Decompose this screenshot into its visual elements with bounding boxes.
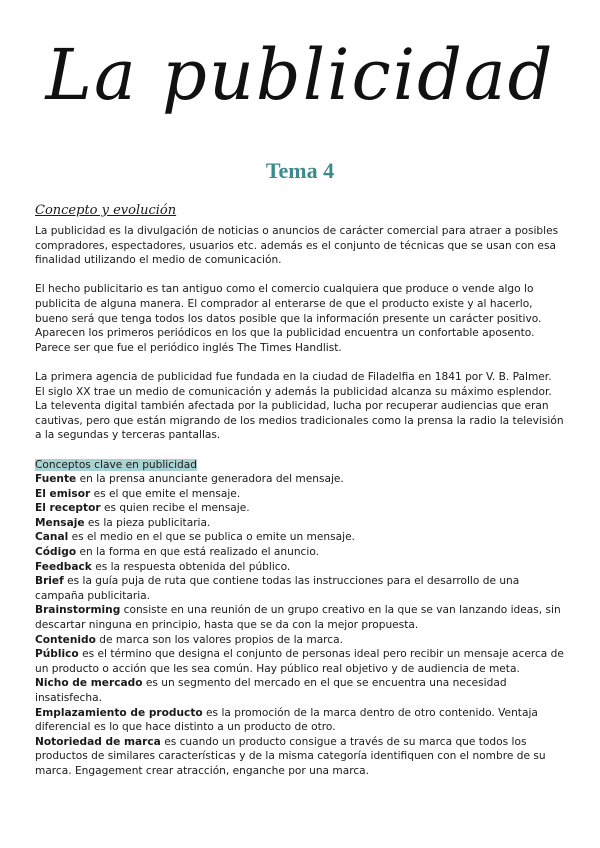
term-definition: es el que emite el mensaje.	[90, 487, 241, 500]
term-item	[35, 647, 565, 676]
term-item	[35, 530, 565, 545]
term-name: Canal	[35, 531, 69, 544]
page-title: La publicidad	[45, 34, 555, 116]
term-definition: es quien recibe el mensaje.	[100, 502, 250, 515]
term-name: Fuente	[35, 473, 77, 486]
term-item	[35, 574, 565, 603]
term-definition: en la forma en que está realizado el anuncio.	[76, 546, 319, 559]
term-name: Emplazamiento de producto	[35, 706, 203, 719]
document-body	[35, 202, 565, 779]
term-definition: es la guía puja de ruta que contiene todas las instrucciones para el desarrollo de una campaña publicitaria.	[35, 575, 520, 602]
term-definition: es el medio en el que se publica o emite un mensaje.	[68, 531, 355, 544]
term-definition: es un segmento del mercado en el que se encuentra una necesidad insatisfecha.	[35, 677, 507, 704]
term-name: Notoriedad de marca	[35, 735, 161, 748]
term-definition: de marca son los valores propios de la marca.	[95, 633, 343, 646]
term-item	[35, 706, 565, 735]
term-name: El receptor	[35, 502, 101, 515]
term-definition: es cuando un producto consigue a través de su marca que todos los productos de similares características y de la misma categoría identifiquen con el nombre de su marca. Engagement crear atracción, enganche por una marca.	[35, 735, 546, 777]
term-item	[35, 735, 565, 779]
term-item	[35, 603, 565, 632]
term-name: Feedback	[35, 560, 92, 573]
paragraph: El siglo XX trae un medio de comunicación y además la publicidad alcanza su máximo esplendor.	[35, 385, 552, 398]
paragraph: Aparecen los primeros periódicos en los que la publicidad encuentra un confortable aposento. Parece ser que fue el periódico inglés The Times Handlist.	[35, 327, 535, 354]
term-item	[35, 501, 565, 516]
terms-list	[35, 472, 565, 778]
term-item	[35, 516, 565, 531]
term-name: Nicho de mercado	[35, 677, 143, 690]
term-definition: es la respuesta obtenida del público.	[91, 560, 291, 573]
term-definition: es la promoción de la marca dentro de otro contenido. Ventaja diferencial es lo que hace distinto a un producto de otro.	[35, 706, 538, 734]
term-definition: consiste en una reunión de un grupo creativo en la que se van lanzando ideas, sin descartar ninguna en principio, hasta que se da con la mejor propuesta.	[35, 604, 561, 632]
term-item	[35, 472, 565, 487]
paragraph: La primera agencia de publicidad fue fundada en la ciudad de Filadelfia en 1841 por V. B. Palmer.	[35, 370, 552, 383]
paragraph: El hecho publicitario es tan antiguo como el comercio cualquiera que produce o vende algo lo publicita de alguna manera. El comprador al enterarse de que el producto existe y al hacerlo, bueno será que tenga todos los datos posible que la información presente un carácter positivo.	[35, 283, 542, 325]
paragraph: La televenta digital también afectada por la publicidad, lucha por recuperar audiencias que eran cautivas, pero que están migrando de los medios tradicionales como la prensa la radio la televisión a la segundas y terceras pantallas.	[35, 400, 564, 442]
term-name: Brief	[35, 575, 64, 588]
section-heading: Concepto y evolución	[35, 203, 177, 218]
term-definition: es la pieza publicitaria.	[84, 516, 211, 529]
concepts-heading-text: Conceptos clave en publicidad	[35, 458, 197, 471]
term-item	[35, 545, 565, 560]
term-name: Brainstorming	[35, 604, 121, 617]
term-name: Contenido	[35, 633, 96, 646]
term-definition: en la prensa anunciante generadora del mensaje.	[76, 473, 344, 486]
term-name: Mensaje	[35, 516, 85, 529]
concepts-heading	[35, 458, 565, 473]
paragraph: La publicidad es la divulgación de noticias o anuncios de carácter comercial para atraer a posibles compradores, espectadores, usuarios etc. además es el conjunto de técnicas que se usan con esa finalidad utilizando el medio de comunicación.	[35, 225, 559, 267]
term-item	[35, 487, 565, 502]
term-item	[35, 560, 565, 575]
term-name: Código	[35, 546, 77, 559]
term-name: El emisor	[35, 487, 91, 500]
term-item	[35, 633, 565, 648]
page-subtitle: Tema 4	[265, 158, 335, 183]
term-name: Público	[35, 648, 79, 661]
term-definition: es el término que designa el conjunto de personas ideal pero recibir un mensaje acerca de un producto o acción que les sea común. Hay público real objetivo y de audiencia de meta.	[35, 648, 564, 675]
term-item	[35, 676, 565, 705]
